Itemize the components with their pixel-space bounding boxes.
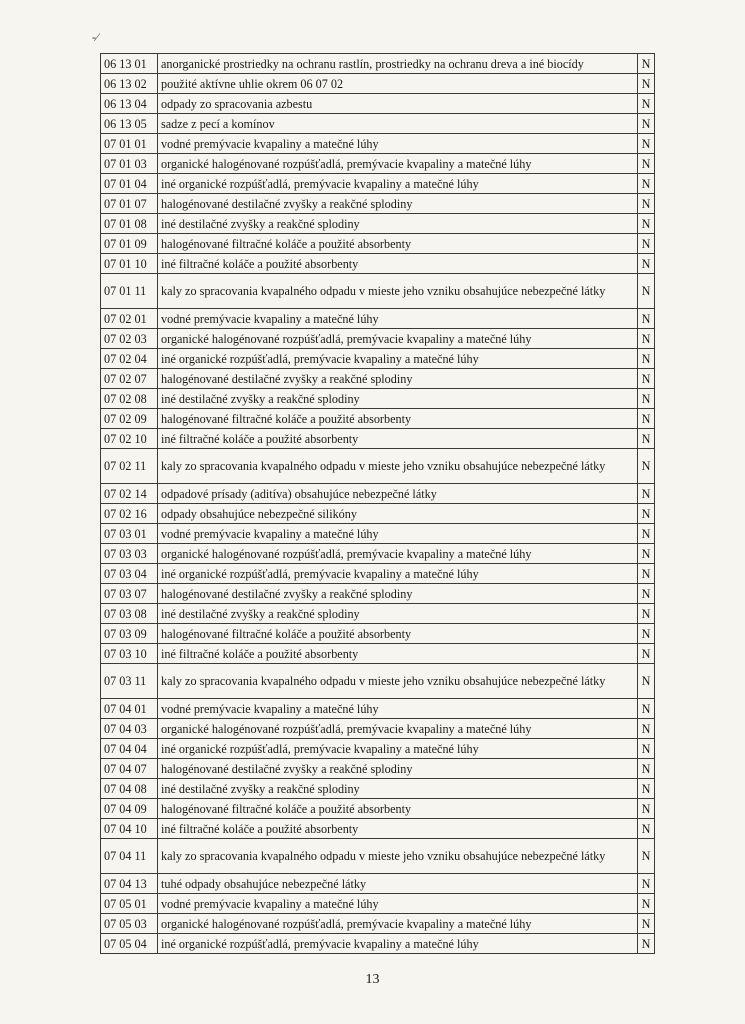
table-row: [101, 894, 655, 914]
hazard-category-cell: N: [638, 389, 655, 409]
waste-description-cell: vodné premývacie kvapaliny a matečné lúhy: [158, 134, 638, 154]
table-row: [101, 624, 655, 644]
waste-code-cell: 07 01 04: [101, 174, 158, 194]
table-row: [101, 914, 655, 934]
waste-description-cell: sadze z pecí a komínov: [158, 114, 638, 134]
waste-code-cell: 07 04 01: [101, 699, 158, 719]
waste-code-cell: 07 01 01: [101, 134, 158, 154]
waste-description-cell: vodné premývacie kvapaliny a matečné lúhy: [158, 524, 638, 544]
waste-description-cell: halogénované filtračné koláče a použité absorbenty: [158, 799, 638, 819]
hazard-category-cell: N: [638, 254, 655, 274]
table-row: [101, 194, 655, 214]
hazard-category-cell: N: [638, 564, 655, 584]
waste-description-cell: halogénované filtračné koláče a použité absorbenty: [158, 234, 638, 254]
waste-description-cell: odpady obsahujúce nebezpečné silikóny: [158, 504, 638, 524]
hazard-category-cell: N: [638, 584, 655, 604]
hazard-category-cell: N: [638, 739, 655, 759]
table-row: [101, 389, 655, 409]
waste-description-cell: iné organické rozpúšťadlá, premývacie kvapaliny a matečné lúhy: [158, 934, 638, 954]
table-row: [101, 564, 655, 584]
table-row: [101, 214, 655, 234]
waste-code-cell: 07 01 09: [101, 234, 158, 254]
table-body: [101, 54, 655, 954]
hazard-category-cell: N: [638, 934, 655, 954]
hazard-category-cell: N: [638, 914, 655, 934]
waste-code-cell: 07 02 10: [101, 429, 158, 449]
waste-code-cell: 07 03 04: [101, 564, 158, 584]
hazard-category-cell: N: [638, 484, 655, 504]
waste-code-cell: 06 13 01: [101, 54, 158, 74]
table-row: [101, 874, 655, 894]
waste-description-cell: iné destilačné zvyšky a reakčné splodiny: [158, 389, 638, 409]
hazard-category-cell: N: [638, 94, 655, 114]
waste-code-cell: 07 04 10: [101, 819, 158, 839]
waste-description-cell: vodné premývacie kvapaliny a matečné lúhy: [158, 309, 638, 329]
hazard-category-cell: N: [638, 604, 655, 624]
table-row: [101, 584, 655, 604]
table-row: [101, 174, 655, 194]
waste-code-cell: 07 04 11: [101, 839, 158, 874]
waste-description-cell: halogénované destilačné zvyšky a reakčné splodiny: [158, 194, 638, 214]
hazard-category-cell: N: [638, 194, 655, 214]
waste-code-cell: 07 02 16: [101, 504, 158, 524]
waste-code-cell: 07 02 04: [101, 349, 158, 369]
hazard-category-cell: N: [638, 309, 655, 329]
waste-description-cell: organické halogénované rozpúšťadlá, premývacie kvapaliny a matečné lúhy: [158, 329, 638, 349]
waste-description-cell: kaly zo spracovania kvapalného odpadu v mieste jeho vzniku obsahujúce nebezpečné látky: [158, 664, 638, 699]
waste-code-cell: 07 03 10: [101, 644, 158, 664]
hazard-category-cell: N: [638, 214, 655, 234]
waste-description-cell: kaly zo spracovania kvapalného odpadu v mieste jeho vzniku obsahujúce nebezpečné látky: [158, 274, 638, 309]
hazard-category-cell: N: [638, 799, 655, 819]
waste-description-cell: vodné premývacie kvapaliny a matečné lúhy: [158, 894, 638, 914]
waste-code-cell: 07 03 03: [101, 544, 158, 564]
table-row: [101, 604, 655, 624]
waste-description-cell: použité aktívne uhlie okrem 06 07 02: [158, 74, 638, 94]
waste-description-cell: halogénované destilačné zvyšky a reakčné splodiny: [158, 584, 638, 604]
waste-code-cell: 07 01 10: [101, 254, 158, 274]
table-row: [101, 839, 655, 874]
waste-code-cell: 07 02 07: [101, 369, 158, 389]
waste-description-cell: halogénované filtračné koláče a použité absorbenty: [158, 409, 638, 429]
hazard-category-cell: N: [638, 429, 655, 449]
hazard-category-cell: N: [638, 349, 655, 369]
table-row: [101, 544, 655, 564]
hazard-category-cell: N: [638, 449, 655, 484]
table-row: [101, 779, 655, 799]
waste-description-cell: tuhé odpady obsahujúce nebezpečné látky: [158, 874, 638, 894]
hazard-category-cell: N: [638, 664, 655, 699]
table-row: [101, 759, 655, 779]
waste-description-cell: iné destilačné zvyšky a reakčné splodiny: [158, 214, 638, 234]
hazard-category-cell: N: [638, 699, 655, 719]
waste-code-cell: 07 01 03: [101, 154, 158, 174]
table-row: [101, 234, 655, 254]
waste-description-cell: halogénované filtračné koláče a použité absorbenty: [158, 624, 638, 644]
waste-description-cell: iné filtračné koláče a použité absorbenty: [158, 644, 638, 664]
table-row: [101, 309, 655, 329]
pen-mark-icon: ‐⁄: [92, 30, 98, 44]
waste-description-cell: organické halogénované rozpúšťadlá, premývacie kvapaliny a matečné lúhy: [158, 719, 638, 739]
table-row: [101, 644, 655, 664]
hazard-category-cell: N: [638, 644, 655, 664]
hazard-category-cell: N: [638, 234, 655, 254]
table-row: [101, 349, 655, 369]
table-row: [101, 664, 655, 699]
table-row: [101, 719, 655, 739]
table-row: [101, 524, 655, 544]
hazard-category-cell: N: [638, 779, 655, 799]
table-row: [101, 369, 655, 389]
waste-code-cell: 07 03 09: [101, 624, 158, 644]
table-row: [101, 54, 655, 74]
hazard-category-cell: N: [638, 524, 655, 544]
hazard-category-cell: N: [638, 719, 655, 739]
waste-description-cell: anorganické prostriedky na ochranu rastlín, prostriedky na ochranu dreva a iné biocídy: [158, 54, 638, 74]
table-row: [101, 699, 655, 719]
table-row: [101, 114, 655, 134]
hazard-category-cell: N: [638, 504, 655, 524]
hazard-category-cell: N: [638, 114, 655, 134]
hazard-category-cell: N: [638, 54, 655, 74]
waste-description-cell: organické halogénované rozpúšťadlá, premývacie kvapaliny a matečné lúhy: [158, 914, 638, 934]
waste-description-cell: iné organické rozpúšťadlá, premývacie kvapaliny a matečné lúhy: [158, 564, 638, 584]
waste-description-cell: organické halogénované rozpúšťadlá, premývacie kvapaliny a matečné lúhy: [158, 154, 638, 174]
table-row: [101, 274, 655, 309]
table-row: [101, 934, 655, 954]
table-row: [101, 74, 655, 94]
waste-code-cell: 07 05 03: [101, 914, 158, 934]
hazard-category-cell: N: [638, 544, 655, 564]
waste-description-cell: iné organické rozpúšťadlá, premývacie kvapaliny a matečné lúhy: [158, 349, 638, 369]
waste-code-cell: 07 02 14: [101, 484, 158, 504]
table-row: [101, 449, 655, 484]
hazard-category-cell: N: [638, 819, 655, 839]
waste-code-cell: 07 04 03: [101, 719, 158, 739]
waste-description-cell: odpady zo spracovania azbestu: [158, 94, 638, 114]
waste-code-cell: 07 03 01: [101, 524, 158, 544]
waste-code-cell: 07 04 04: [101, 739, 158, 759]
table-row: [101, 504, 655, 524]
table-row: [101, 484, 655, 504]
table-row: [101, 154, 655, 174]
table-row: [101, 429, 655, 449]
hazard-category-cell: N: [638, 74, 655, 94]
table-row: [101, 94, 655, 114]
hazard-category-cell: N: [638, 759, 655, 779]
hazard-category-cell: N: [638, 154, 655, 174]
hazard-category-cell: N: [638, 274, 655, 309]
waste-description-cell: iné filtračné koláče a použité absorbenty: [158, 254, 638, 274]
table-row: [101, 409, 655, 429]
waste-code-cell: 06 13 05: [101, 114, 158, 134]
waste-code-cell: 07 01 08: [101, 214, 158, 234]
waste-code-cell: 07 01 07: [101, 194, 158, 214]
waste-code-cell: 07 04 13: [101, 874, 158, 894]
waste-code-cell: 06 13 04: [101, 94, 158, 114]
waste-code-cell: 06 13 02: [101, 74, 158, 94]
waste-catalogue-table: [100, 53, 655, 954]
hazard-category-cell: N: [638, 839, 655, 874]
waste-code-cell: 07 02 03: [101, 329, 158, 349]
waste-code-cell: 07 02 11: [101, 449, 158, 484]
hazard-category-cell: N: [638, 174, 655, 194]
waste-description-cell: kaly zo spracovania kvapalného odpadu v mieste jeho vzniku obsahujúce nebezpečné látky: [158, 449, 638, 484]
hazard-category-cell: N: [638, 369, 655, 389]
hazard-category-cell: N: [638, 134, 655, 154]
waste-description-cell: iné destilačné zvyšky a reakčné splodiny: [158, 604, 638, 624]
waste-code-cell: 07 02 08: [101, 389, 158, 409]
waste-code-cell: 07 04 09: [101, 799, 158, 819]
table-row: [101, 254, 655, 274]
hazard-category-cell: N: [638, 894, 655, 914]
table-row: [101, 329, 655, 349]
waste-code-cell: 07 02 01: [101, 309, 158, 329]
waste-code-cell: 07 03 08: [101, 604, 158, 624]
waste-description-cell: halogénované destilačné zvyšky a reakčné splodiny: [158, 759, 638, 779]
waste-code-cell: 07 01 11: [101, 274, 158, 309]
waste-code-cell: 07 05 04: [101, 934, 158, 954]
waste-description-cell: iné filtračné koláče a použité absorbenty: [158, 819, 638, 839]
table-row: [101, 819, 655, 839]
table-row: [101, 134, 655, 154]
waste-description-cell: halogénované destilačné zvyšky a reakčné splodiny: [158, 369, 638, 389]
waste-description-cell: organické halogénované rozpúšťadlá, premývacie kvapaliny a matečné lúhy: [158, 544, 638, 564]
waste-description-cell: iné organické rozpúšťadlá, premývacie kvapaliny a matečné lúhy: [158, 174, 638, 194]
waste-code-cell: 07 03 11: [101, 664, 158, 699]
waste-code-cell: 07 04 08: [101, 779, 158, 799]
hazard-category-cell: N: [638, 624, 655, 644]
hazard-category-cell: N: [638, 329, 655, 349]
hazard-category-cell: N: [638, 874, 655, 894]
table-row: [101, 739, 655, 759]
hazard-category-cell: N: [638, 409, 655, 429]
waste-description-cell: vodné premývacie kvapaliny a matečné lúhy: [158, 699, 638, 719]
waste-code-cell: 07 02 09: [101, 409, 158, 429]
waste-description-cell: odpadové prísady (aditíva) obsahujúce nebezpečné látky: [158, 484, 638, 504]
waste-code-cell: 07 03 07: [101, 584, 158, 604]
page-number: 13: [365, 972, 380, 987]
waste-description-cell: kaly zo spracovania kvapalného odpadu v mieste jeho vzniku obsahujúce nebezpečné látky: [158, 839, 638, 874]
waste-code-cell: 07 05 01: [101, 894, 158, 914]
waste-description-cell: iné organické rozpúšťadlá, premývacie kvapaliny a matečné lúhy: [158, 739, 638, 759]
waste-description-cell: iné destilačné zvyšky a reakčné splodiny: [158, 779, 638, 799]
table-row: [101, 799, 655, 819]
waste-description-cell: iné filtračné koláče a použité absorbenty: [158, 429, 638, 449]
waste-code-cell: 07 04 07: [101, 759, 158, 779]
